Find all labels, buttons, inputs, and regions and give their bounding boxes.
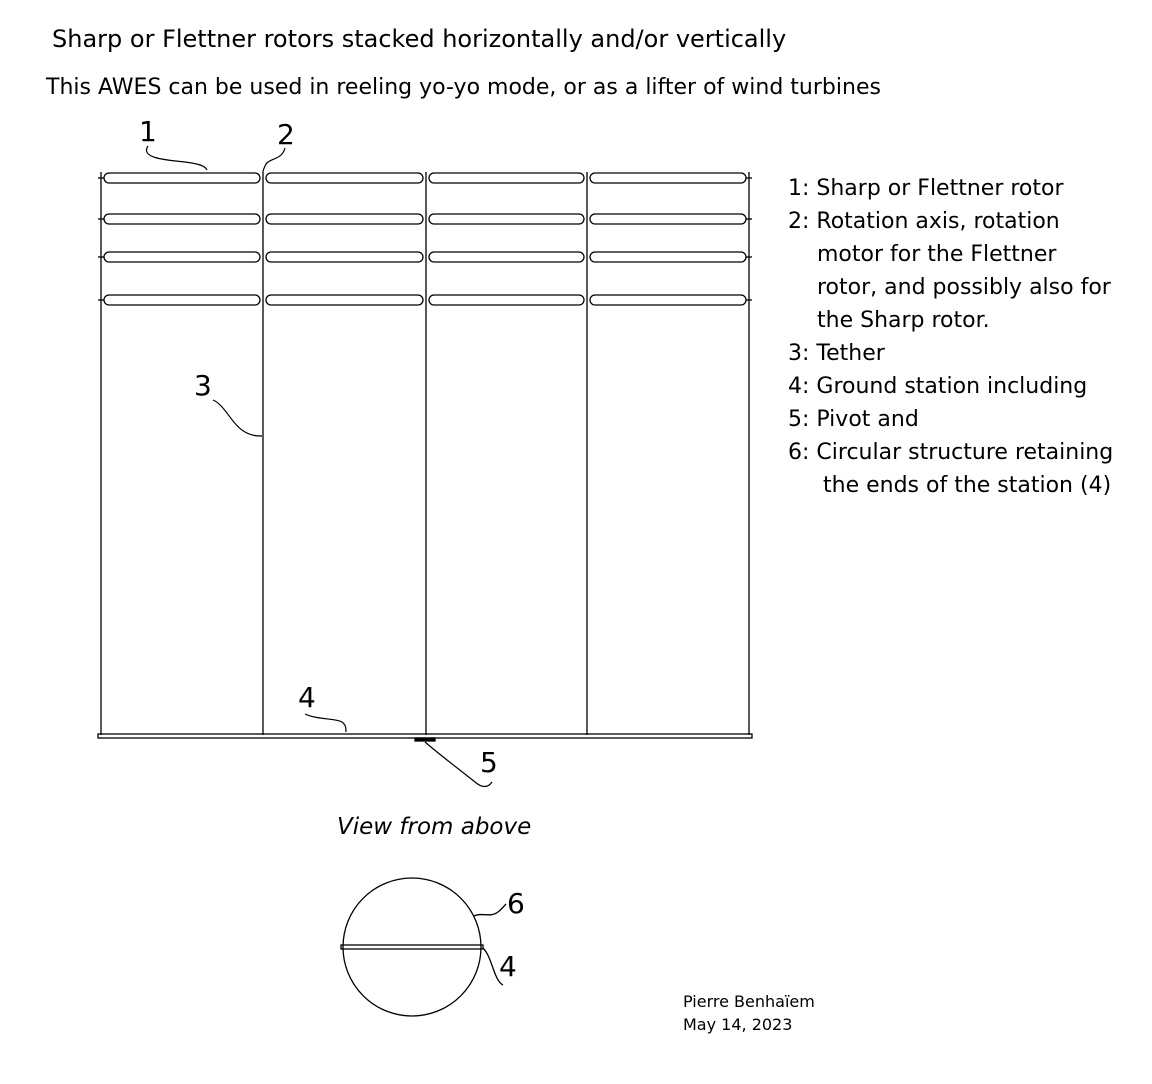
rotor (429, 295, 584, 305)
rotor (590, 214, 746, 224)
rotor (104, 214, 260, 224)
callout-4-top-view: 4 (499, 950, 517, 983)
legend-item-6-cont: the ends of the station (4) (823, 473, 1112, 498)
rotor (104, 252, 260, 262)
view-from-above-caption: View from above (337, 814, 532, 840)
rotor (266, 214, 423, 224)
rotor (266, 173, 423, 183)
leader-3 (213, 400, 262, 436)
leader-2 (263, 148, 285, 172)
rotor (266, 252, 423, 262)
leader-4 (305, 714, 346, 732)
legend (788, 172, 1113, 502)
callout-1: 1 (139, 115, 157, 148)
pivot (415, 738, 435, 741)
rotor (590, 173, 746, 183)
legend-item-1: 1: Sharp or Flettner rotor (788, 176, 1064, 201)
legend-item-2-cont: motor for the Flettner (817, 242, 1057, 267)
legend-item-3: 3: Tether (788, 341, 885, 366)
diagram-subtitle: This AWES can be used in reeling yo-yo mode, or as a lifter of wind turbines (46, 75, 881, 100)
rotor (590, 295, 746, 305)
legend-item-2-cont: rotor, and possibly also for (817, 275, 1111, 300)
leader-1 (146, 146, 207, 170)
rotor (104, 295, 260, 305)
callout-4: 4 (298, 681, 316, 714)
legend-item-6: 6: Circular structure retaining (788, 440, 1114, 465)
circular-structure (343, 878, 481, 1016)
rotor (104, 173, 260, 183)
legend-item-4: 4: Ground station including (788, 374, 1088, 399)
author-name: Pierre Benhaïem (683, 992, 815, 1011)
author-date: May 14, 2023 (683, 1015, 793, 1034)
legend-item-2-cont: the Sharp rotor. (817, 308, 990, 333)
rotor (266, 295, 423, 305)
rotor (429, 214, 584, 224)
station-top-view (341, 945, 483, 949)
diagram-title: Sharp or Flettner rotors stacked horizontally and/or vertically (52, 25, 787, 53)
rotor (429, 173, 584, 183)
rotor (590, 252, 746, 262)
leader-6 (474, 904, 506, 916)
legend-item-2: 2: Rotation axis, rotation (788, 209, 1060, 234)
callout-3: 3 (194, 369, 212, 402)
callout-2: 2 (277, 118, 295, 151)
callout-5: 5 (480, 746, 498, 779)
legend-item-5: 5: Pivot and (788, 407, 919, 432)
rotor (429, 252, 584, 262)
author-block (683, 990, 815, 1036)
callout-6: 6 (507, 887, 525, 920)
